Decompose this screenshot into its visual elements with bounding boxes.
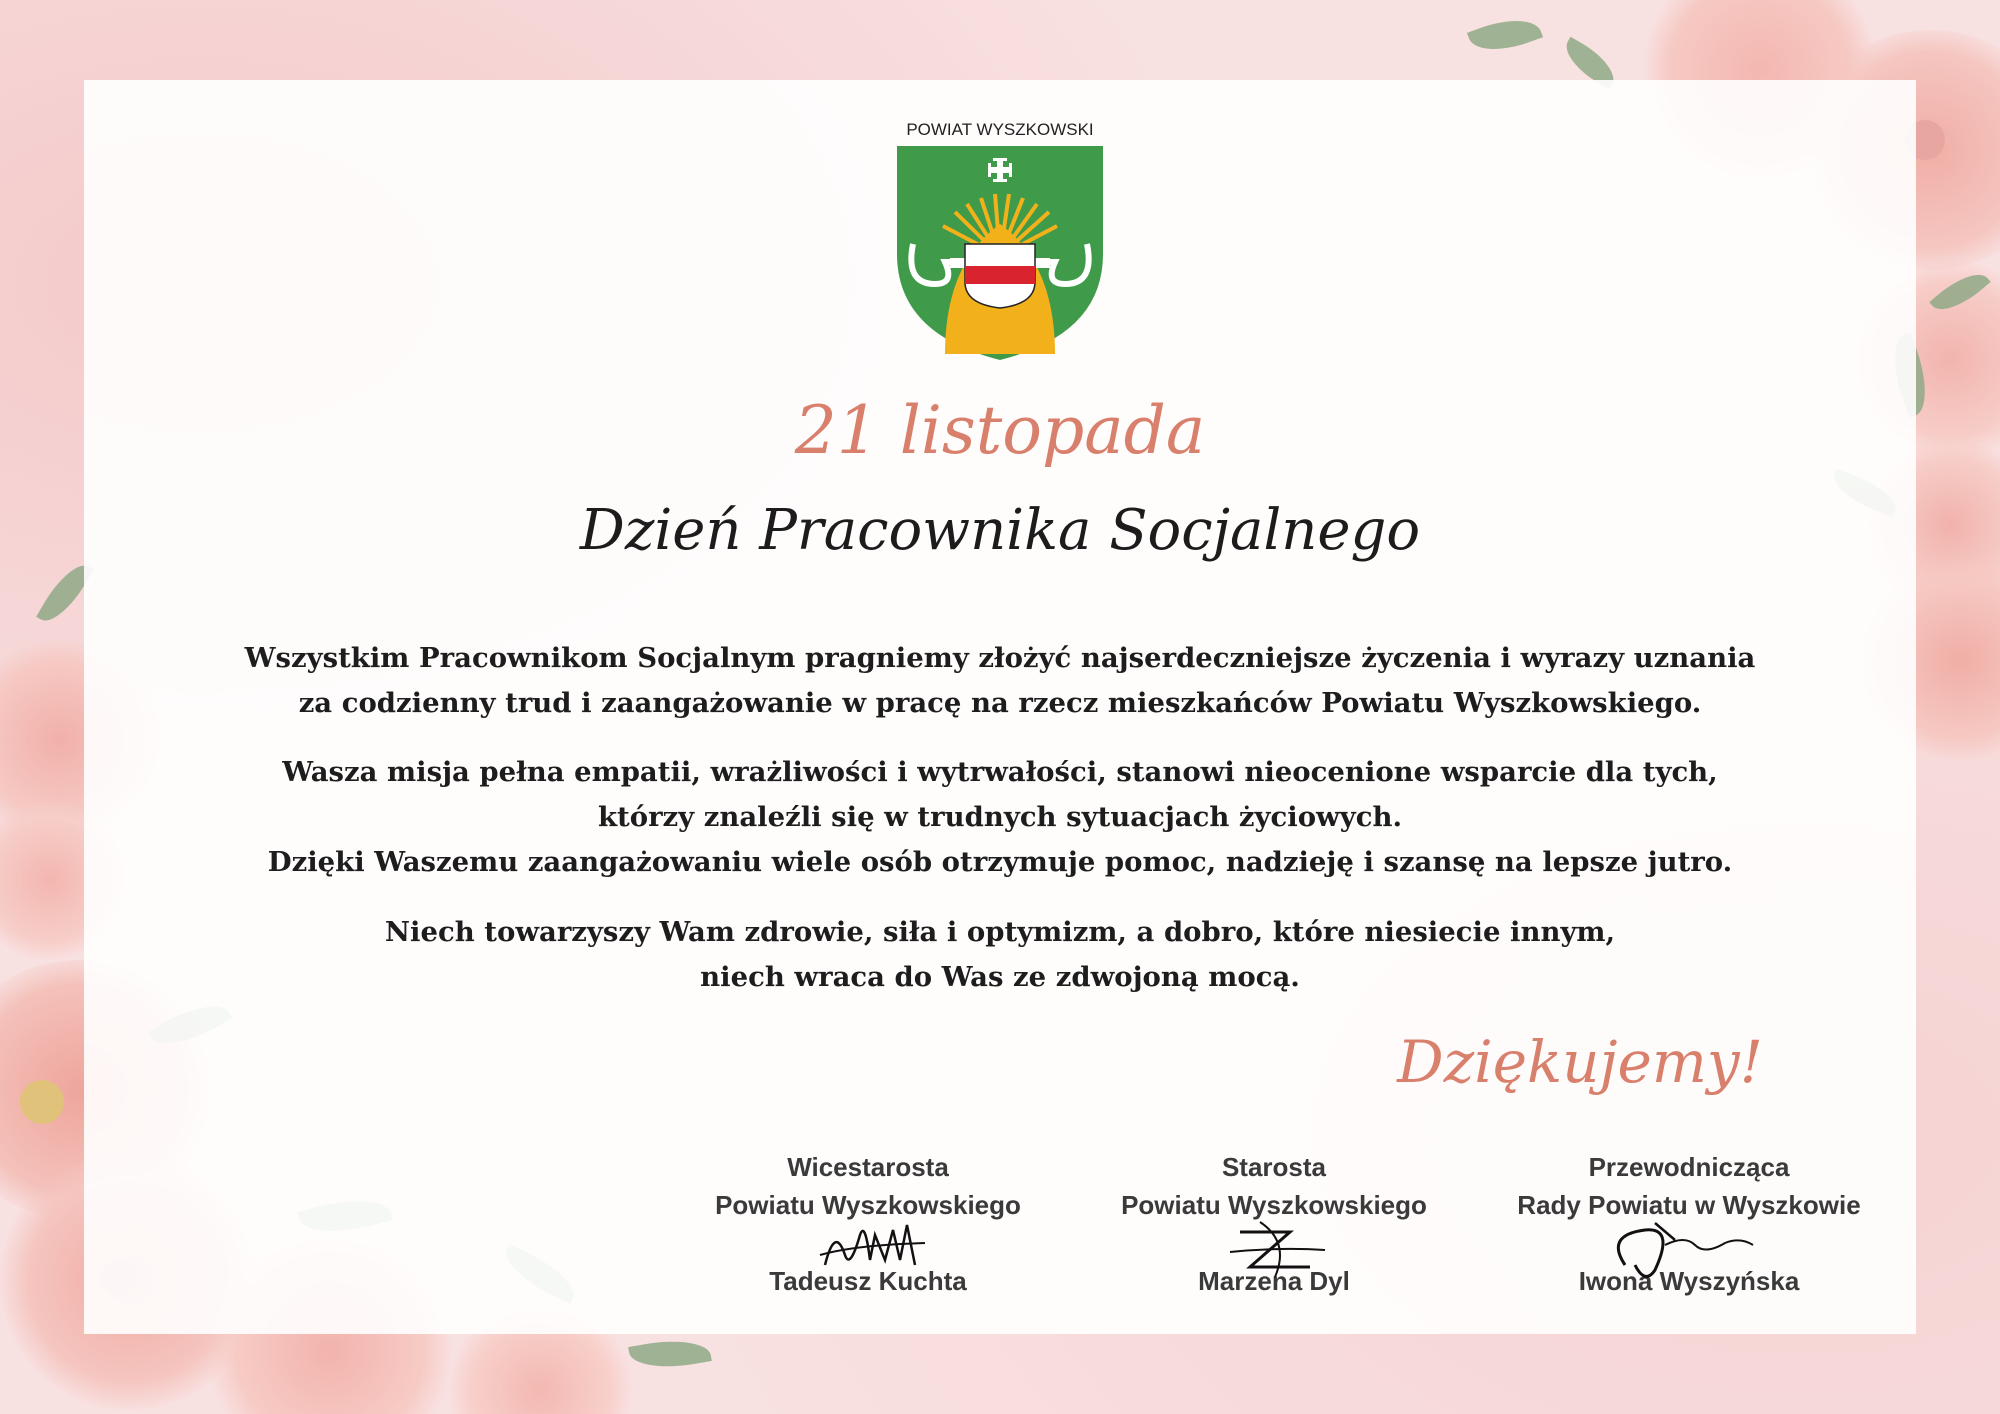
handwritten-signature [1605,1215,1755,1285]
paragraph-line: Wszystkim Pracownikom Socjalnym pragniemy złożyć najserdeczniejsze życzenia i wyrazy uznania [244,642,1756,674]
signature-role: Starosta [1221,1152,1327,1182]
leaf-decoration [628,1333,712,1374]
event-title: Dzień Pracownika Socjalnego [579,498,1421,563]
paragraph-line: niech wraca do Was ze zdwojoną mocą. [700,961,1300,993]
logo-label: POWIAT WYSZKOWSKI [906,120,1094,139]
handwritten-signature [815,1215,935,1275]
signature-role: Przewodnicząca [1588,1152,1790,1182]
flower-center [20,1080,64,1124]
signature-name: Tadeusz Kuchta [769,1266,967,1296]
thanks-text: Dziękujemy! [1397,1028,1763,1096]
paragraph-2 [0,750,2000,885]
signature-name: Iwona Wyszyńska [1578,1266,1800,1296]
paragraph-line: Wasza misja pełna empatii, wrażliwości i wytrwałości, stanowi nieocenione wsparcie dla tych, [282,756,1718,788]
coat-of-arms-logo [895,144,1105,362]
paragraph-line: za codzienny trud i zaangażowanie w pracę na rzecz mieszkańców Powiatu Wyszkowskiego. [298,687,1702,719]
signature-office: Powiatu Wyszkowskiego [1121,1190,1427,1220]
signature-office: Rady Powiatu w Wyszkowie [1517,1190,1861,1220]
paragraph-line: którzy znaleźli się w trudnych sytuacjach życiowych. [597,801,1403,833]
leaf-decoration [1467,9,1543,61]
event-date: 21 listopada [794,392,1206,469]
signature-office: Powiatu Wyszkowskiego [715,1190,1021,1220]
handwritten-signature [1220,1212,1330,1282]
signature-name: Marzena Dyl [1198,1266,1350,1296]
paragraph-line: Niech towarzyszy Wam zdrowie, siła i optymizm, a dobro, które niesiecie innym, [384,916,1616,948]
paragraph-line: Dzięki Waszemu zaangażowaniu wiele osób otrzymuje pomoc, nadzieję i szansę na lepsze jutro. [267,846,1733,878]
signature-role: Wicestarosta [787,1152,949,1182]
paragraph-3 [0,910,2000,1000]
paragraph-1 [0,636,2000,726]
